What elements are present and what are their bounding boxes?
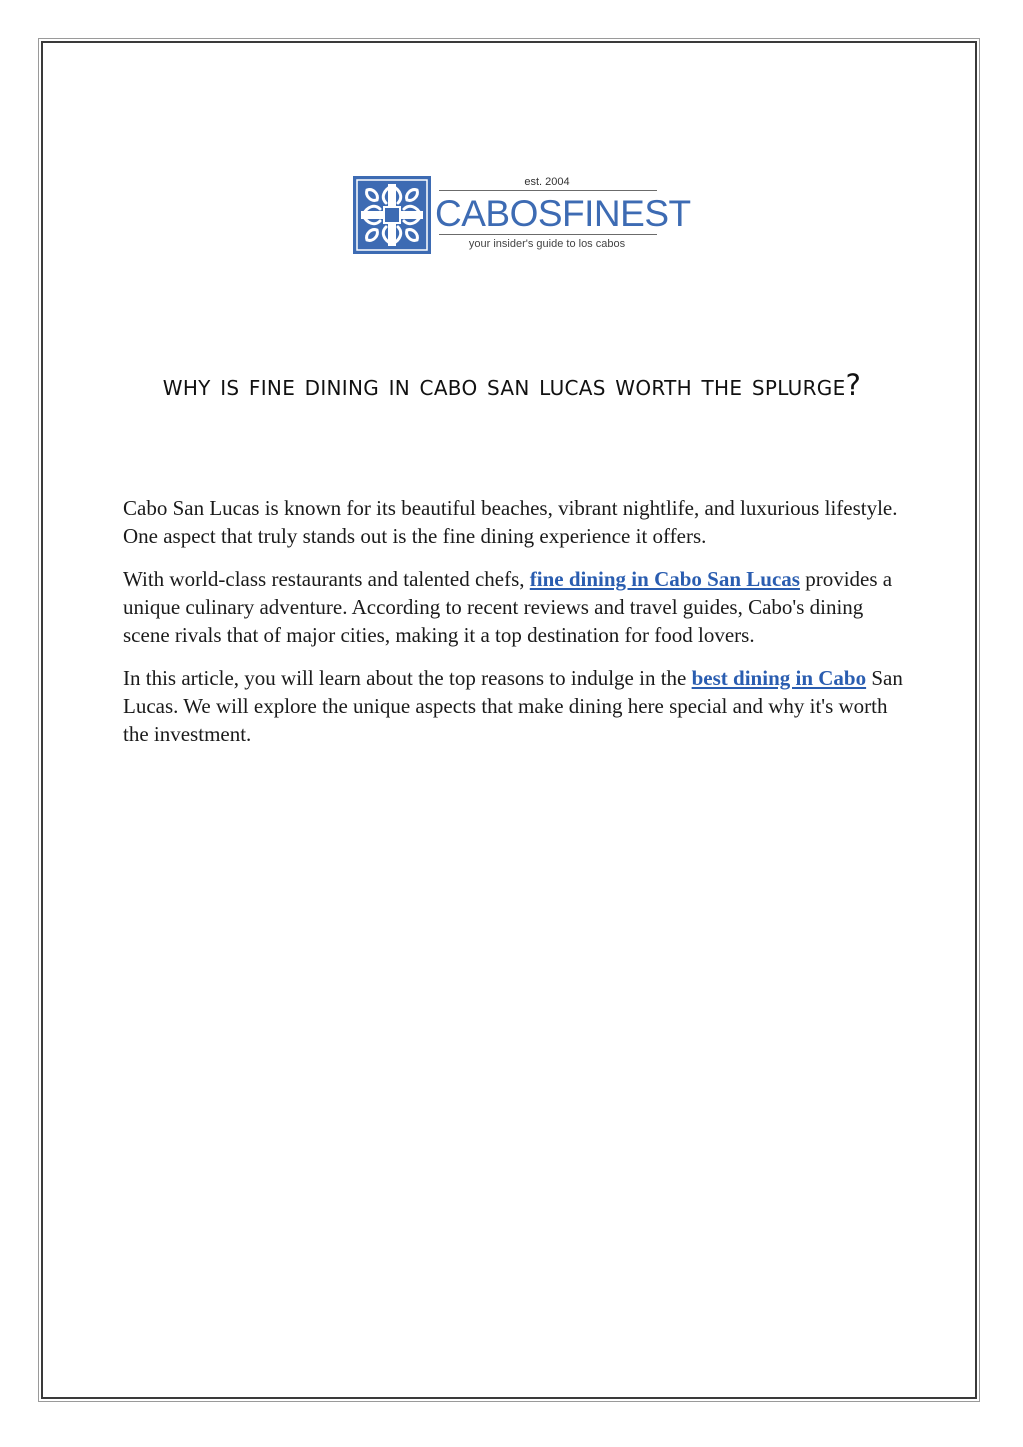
paragraph-intro-text: Cabo San Lucas is known for its beautiful beaches, vibrant nightlife, and luxurious lifestyle. One aspect that truly stands out is the fine dining experience it offers. bbox=[123, 496, 898, 548]
logo-divider-bottom bbox=[439, 234, 657, 235]
fleur-de-lis-logo-icon bbox=[353, 176, 431, 254]
paragraph-text: provides a unique culinary adventure. According to recent reviews and travel guides, Cabo's dining scene rivals that of major cities, making it a top destination for food lovers. bbox=[123, 567, 893, 647]
paragraph-text: San Lucas. We will explore the unique aspects that make dining here special and why it's worth the investment. bbox=[123, 666, 903, 746]
paragraph-world-class bbox=[123, 565, 905, 649]
fine-dining-link[interactable]: fine dining in Cabo San Lucas bbox=[529, 567, 800, 591]
paragraph-intro bbox=[123, 494, 905, 550]
logo-wordmark: CABOSFINEST bbox=[435, 193, 691, 234]
article-body bbox=[123, 494, 905, 763]
cabosfinest-logo bbox=[353, 176, 691, 254]
paragraph-text: With world-class restaurants and talented chefs, bbox=[123, 567, 530, 591]
logo-established-year: est. 2004 bbox=[524, 176, 570, 188]
paragraph-article-overview bbox=[123, 664, 905, 748]
article-title: why is fine dining in cabo san lucas worth the splurge? bbox=[162, 368, 862, 402]
paragraph-text: In this article, you will learn about the top reasons to indulge in the bbox=[123, 666, 692, 690]
best-dining-link[interactable]: best dining in Cabo bbox=[691, 666, 867, 690]
logo-tagline: your insider's guide to los cabos bbox=[468, 238, 626, 250]
logo-divider-top bbox=[439, 190, 657, 191]
